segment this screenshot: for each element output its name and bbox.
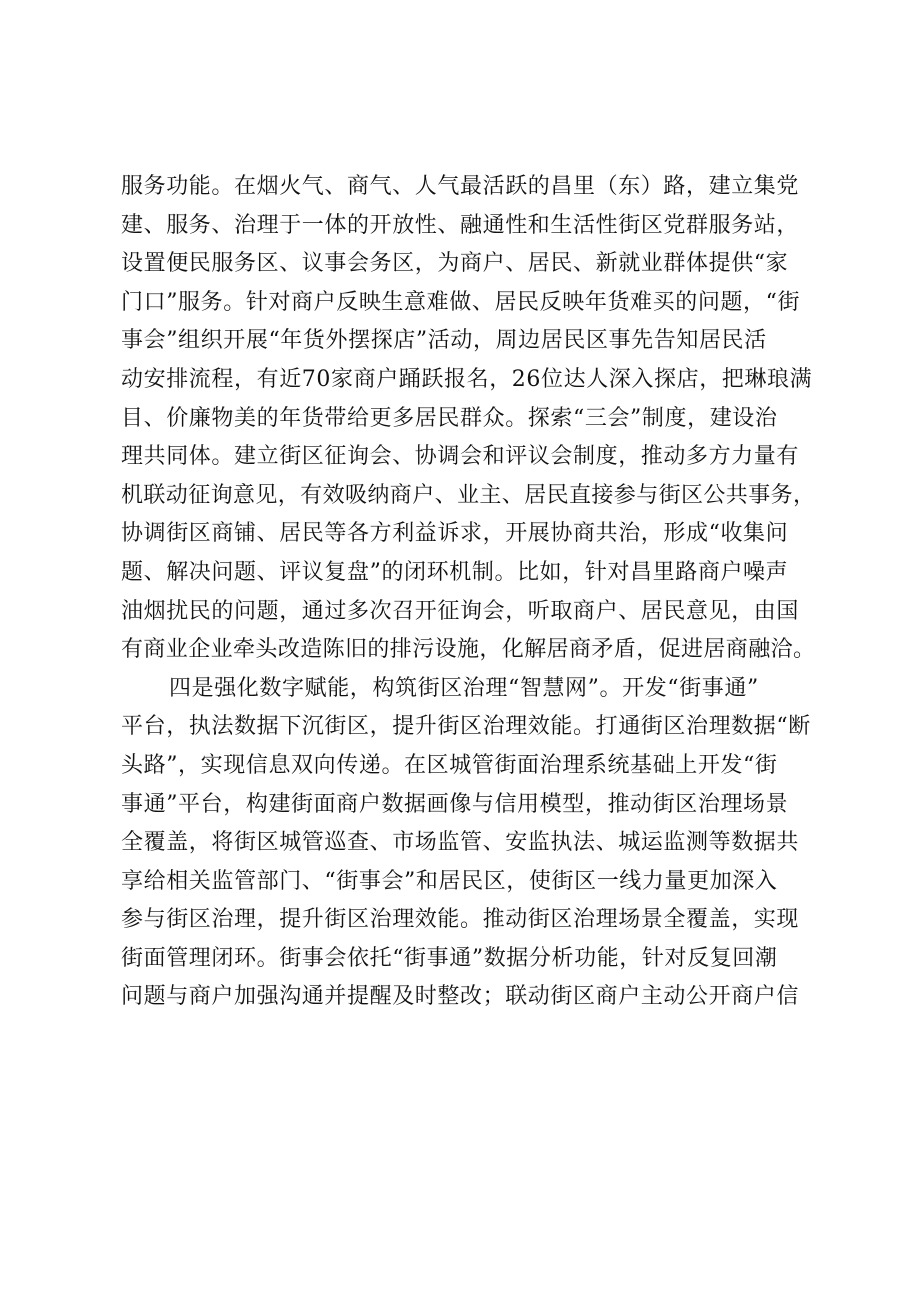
text-line: 有商业企业牵头改造陈旧的排污设施，化解居商矛盾，促进居商融洽。 <box>121 637 816 663</box>
text-line: 街面管理闭环。街事会依托“街事通”数据分析功能，针对反复回潮 <box>121 945 778 971</box>
text-line: 动安排流程，有近70家商户踊跃报名，26位达人深入探店，把琳琅满 <box>121 366 813 392</box>
text-line: 门口”服务。针对商户反映生意难做、居民反映年货难买的问题，“街 <box>121 289 801 315</box>
text-line: 服务功能。在烟火气、商气、人气最活跃的昌里（东）路，建立集党 <box>121 174 800 199</box>
text-line: 协调街区商铺、居民等各方利益诉求，开展协商共治，形成“收集问 <box>121 521 789 547</box>
text-line: 问题与商户加强沟通并提醒及时整改；联动街区商户主动公开商户信 <box>121 984 800 1010</box>
text-line: 机联动征询意见，有效吸纳商户、业主、居民直接参与街区公共事务， <box>121 482 816 508</box>
text-line: 事通”平台，构建街面商户数据画像与信用模型，推动街区治理场景 <box>121 791 789 817</box>
text-line: 头路”，实现信息双向传递。在区城管街面治理系统基础上开发“街 <box>121 752 778 778</box>
body-text <box>121 168 821 1017</box>
text-line: 全覆盖，将街区城管巡查、市场监管、安监执法、城运监测等数据共 <box>121 830 800 856</box>
text-line: 参与街区治理，提升街区治理效能。推动街区治理场景全覆盖，实现 <box>121 907 800 933</box>
text-line: 建、服务、治理于一体的开放性、融通性和生活性街区党群服务站， <box>121 212 800 238</box>
text-line: 油烟扰民的问题，通过多次召开征询会，听取商户、居民意见，由国 <box>121 598 800 624</box>
text-line: 题、解决问题、评议复盘”的闭环机制。比如，针对昌里路商户噪声 <box>121 559 789 585</box>
text-line: 理共同体。建立街区征询会、协调会和评议会制度，推动多方力量有 <box>121 444 800 470</box>
text-line: 事会”组织开展“年货外摆探店”活动，周边居民区事先告知居民活 <box>121 328 767 354</box>
text-line: 享给相关监管部门、“街事会”和居民区，使街区一线力量更加深入 <box>121 868 778 894</box>
text-line: 设置便民服务区、议事会务区，为商户、居民、新就业群体提供“家 <box>121 251 789 277</box>
text-line: 平台，执法数据下沉街区，提升街区治理效能。打通街区治理数据“断 <box>121 714 811 740</box>
paragraph-start-line: 四是强化数字赋能，构筑街区治理“智慧网”。开发“街事通” <box>169 675 759 701</box>
text-line: 目、价廉物美的年货带给更多居民群众。探索“三会”制度，建设治 <box>121 405 778 431</box>
